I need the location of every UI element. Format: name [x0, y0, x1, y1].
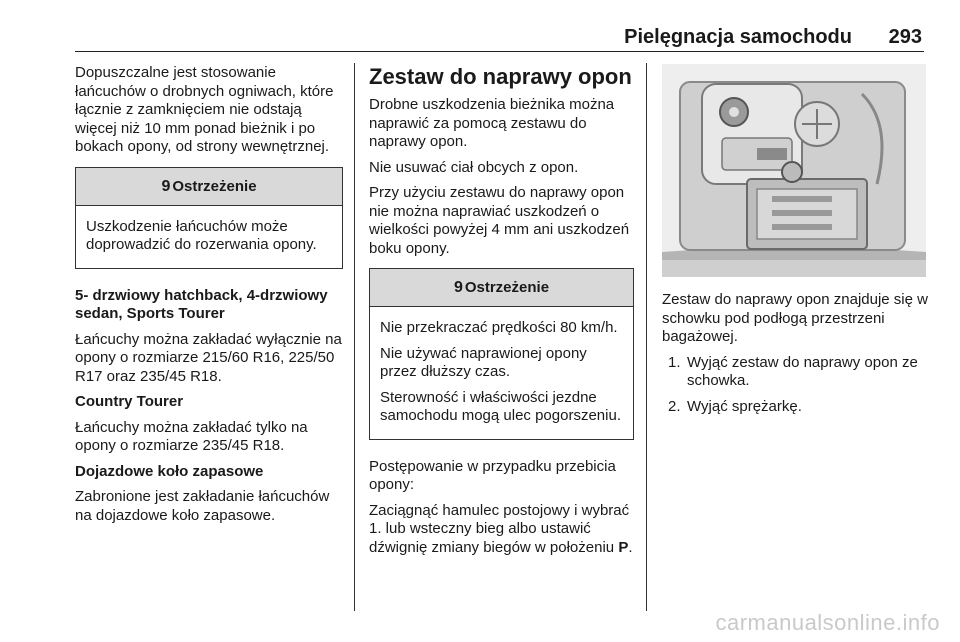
warning-item: Nie używać naprawionej opony przez dłuższy czas.	[380, 344, 587, 380]
paragraph-4: Postępowanie w przypadku przebicia opony:	[369, 457, 616, 493]
step-number: 1.	[668, 353, 681, 371]
warning-box	[369, 268, 634, 440]
page-number: 293	[888, 26, 922, 48]
subheading-country-tourer: Country Tourer	[75, 393, 184, 410]
warning-item: Nie przekraczać prędkości 80 km/h.	[380, 319, 618, 336]
paragraph-hatchback: Łańcuchy można zakładać wyłącznie na opony o rozmiarze 215/60 R16, 225/50 R17 oraz 235/45 R18.	[75, 330, 342, 385]
chains-intro: Dopuszczalne jest stosowanie łańcuchów o drobnych ogniwach, które łącznie z zamknięciem nie odstają więcej niż 10 mm ponad bieżnik i po bokach opony, od strony wewnętrznej.	[75, 64, 334, 155]
warning-header	[370, 269, 633, 307]
warning-header	[76, 168, 342, 206]
column-middle	[369, 64, 634, 564]
paragraph-5-end: .	[628, 538, 633, 556]
column-right	[662, 64, 928, 423]
step-text: Wyjąć zestaw do naprawy opon ze schowka.	[687, 353, 918, 389]
warning-icon: 9	[453, 279, 463, 296]
figure-caption: Zestaw do naprawy opon znajduje się w schowku pod podłogą przestrzeni bagażowej.	[662, 291, 928, 345]
warning-text: Uszkodzenie łańcuchów może doprowadzić do rozerwania opony.	[86, 217, 317, 253]
watermark: carmanualsonline.info	[715, 610, 940, 635]
paragraph-country-tourer: Łańcuchy można zakładać tylko na opony o rozmiarze 235/45 R18.	[75, 418, 308, 454]
paragraph-1: Drobne uszkodzenia bieżnika można naprawić za pomocą zestawu do naprawy opon.	[369, 96, 615, 150]
step-item	[662, 354, 928, 391]
warning-title: Ostrzeżenie	[464, 279, 550, 296]
subheading-spare-wheel: Dojazdowe koło zapasowe	[75, 462, 264, 480]
paragraph-5	[369, 502, 634, 558]
column-left	[75, 64, 343, 532]
column-divider-2	[646, 63, 647, 611]
column-divider-1	[354, 63, 355, 611]
step-number: 2.	[668, 397, 681, 415]
paragraph-3: Przy użyciu zestawu do naprawy opon nie można naprawiać uszkodzeń o wielkości powyżej 4 mm ani uszkodzeń boku opony.	[369, 184, 630, 257]
section-heading: Zestaw do naprawy opon	[369, 64, 632, 89]
step-text: Wyjąć sprężarkę.	[687, 397, 802, 415]
paragraph-5-text: Zaciągnąć hamulec postojowy i wybrać 1. lub wsteczny bieg albo ustawić dźwignię zmiany biegów w położeniu	[369, 501, 630, 556]
paragraph-spare-wheel: Zabronione jest zakładanie łańcuchów na dojazdowe koło zapasowe.	[75, 488, 330, 524]
header-divider	[75, 51, 924, 52]
tyre-repair-kit-illustration	[662, 64, 926, 277]
instruction-steps	[662, 354, 928, 417]
warning-item: Sterowność i właściwości jezdne samochodu mogą ulec pogorszeniu.	[380, 388, 621, 424]
warning-title: Ostrzeżenie	[172, 177, 257, 195]
warning-body	[76, 206, 342, 268]
warning-body	[370, 307, 633, 439]
paragraph-2: Nie usuwać ciał obcych z opon.	[369, 158, 579, 176]
step-item	[662, 398, 928, 417]
section-title: Pielęgnacja samochodu	[624, 26, 852, 48]
warning-icon: 9	[161, 177, 171, 195]
page-header	[0, 0, 960, 52]
gear-position-p: P	[618, 538, 629, 556]
warning-box	[75, 167, 343, 269]
subheading-hatchback: 5- drzwiowy hatchback, 4-drzwiowy sedan, Sports Tourer	[75, 286, 328, 322]
